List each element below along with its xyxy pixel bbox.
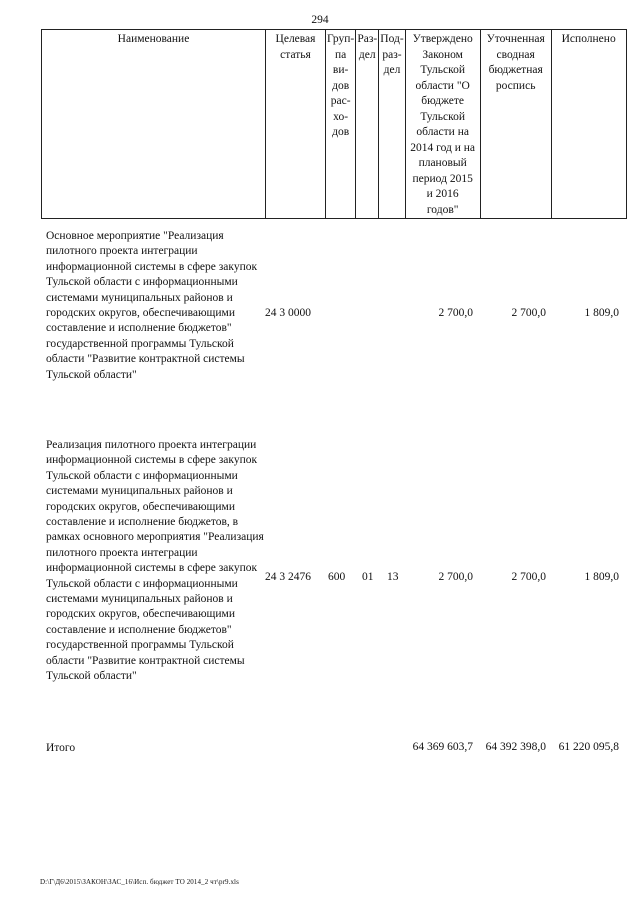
- total-label: Итого: [46, 742, 76, 754]
- row-target: 24 3 2476: [265, 571, 311, 583]
- total-executed: 61 220 095,8: [558, 741, 619, 753]
- column-header-approved: Утверждено Законом Тульской области "О бюджете Тульской области на 2014 год и на плановый период 2015 и 2016 годов": [405, 30, 480, 219]
- row-section: 01: [362, 571, 374, 583]
- file-path-footer: D:\Г\Д6\2015\ЗАКОН\ЗАС_16\Исп. бюджет ТО 2014_2 чт\pr9.xls: [40, 878, 239, 886]
- column-header-name: Наименование: [42, 30, 266, 219]
- row-group: 600: [328, 571, 346, 583]
- row-subsection: 13: [387, 571, 399, 583]
- column-header-subsection: Под- раз- дел: [379, 30, 405, 219]
- column-header-group: Груп- па ви- дов рас- хо- дов: [326, 30, 356, 219]
- column-header-target: Целевая статья: [266, 30, 326, 219]
- row-refined: 2 700,0: [511, 307, 546, 319]
- row-refined: 2 700,0: [511, 571, 546, 583]
- row-target: 24 3 0000: [265, 307, 311, 319]
- column-header-refined: Уточненная сводная бюджетная роспись: [480, 30, 551, 219]
- column-header-section: Раз- дел: [356, 30, 379, 219]
- row-name: Основное мероприятие "Реализация пилотного проекта интеграции информационной системы в сфере закупок Тульской области с информационными системами муниципальных районов и городских округов, обеспечивающими составление и исполнение бюджетов" государственной программы Тульской области "Развитие контрактной системы Тульской области": [46, 230, 258, 381]
- row-executed: 1 809,0: [584, 571, 619, 583]
- total-approved: 64 369 603,7: [412, 741, 473, 753]
- row-approved: 2 700,0: [438, 307, 473, 319]
- row-name: Реализация пилотного проекта интеграции информационной системы в сфере закупок Тульской области с информационными системами муниципальных районов и городских округов, обеспечивающими составление и исполнение бюджетов, в рамках основного мероприятия "Реализация пилотного проекта интеграции информационной системы в сфере закупок Тульской области с информационными системами муниципальных районов и городских округов, обеспечивающими составление и исполнение бюджетов" государственной программы Тульской области "Развитие контрактной системы Тульской области": [46, 439, 264, 683]
- column-header-executed: Исполнено: [551, 30, 626, 219]
- table-header: [41, 29, 627, 219]
- total-refined: 64 392 398,0: [485, 741, 546, 753]
- row-executed: 1 809,0: [584, 307, 619, 319]
- page-number: 294: [311, 14, 329, 26]
- row-approved: 2 700,0: [438, 571, 473, 583]
